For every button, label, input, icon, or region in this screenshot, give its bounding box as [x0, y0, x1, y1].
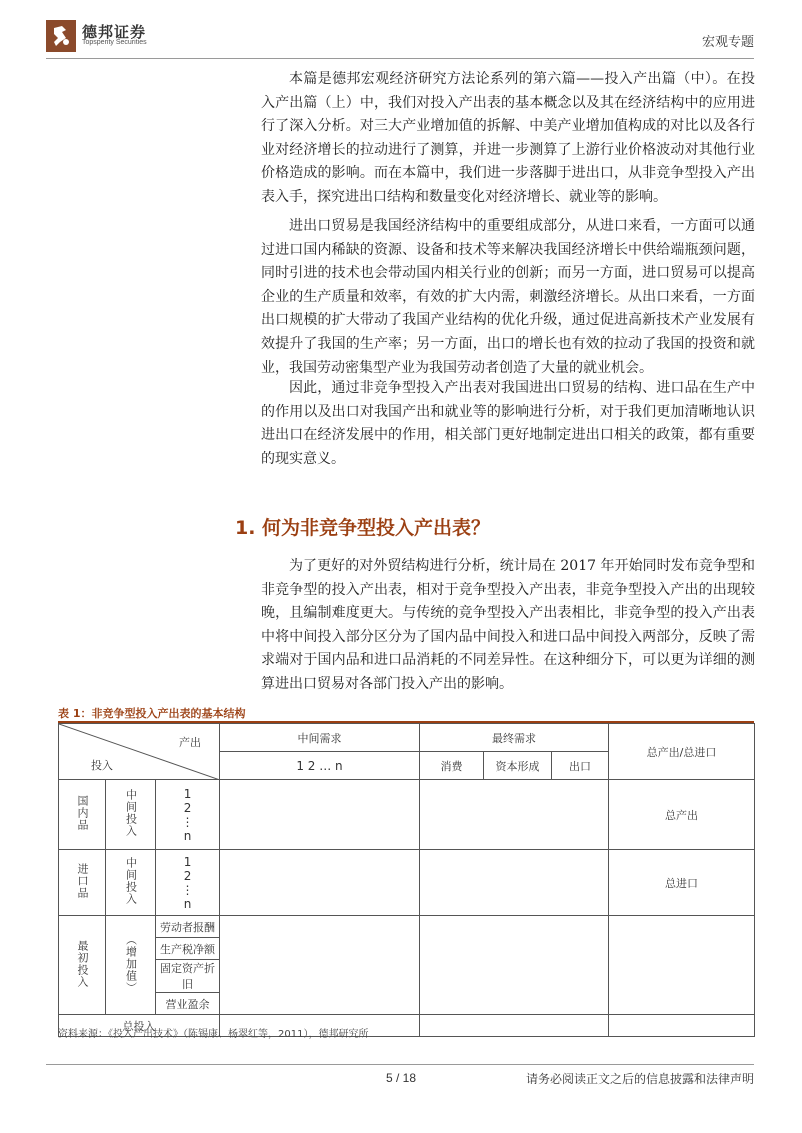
footer-disclaimer: 请务必阅读正文之后的信息披露和法律声明: [525, 1072, 754, 1086]
corner-diagonal: [59, 724, 220, 780]
row-domestic-total: 总产出: [609, 780, 755, 850]
header-consumption: 消费: [420, 752, 484, 780]
corner-input-label: 投入: [91, 759, 113, 772]
table-cell: [609, 916, 755, 1015]
table-cell: [220, 780, 420, 850]
logo-company-name-en: Topsperity Securities: [82, 39, 147, 46]
intro-paragraph-3: [261, 377, 755, 471]
primary-item-surplus: 营业盈余: [156, 993, 220, 1015]
header-export: 出口: [552, 752, 609, 780]
table-cell: [220, 850, 420, 916]
row-domestic-sublabel: 中间投入: [106, 780, 156, 850]
row-import-sublabel: 中间投入: [106, 850, 156, 916]
report-type-label: 宏观专题: [701, 35, 754, 50]
table-cell: [420, 916, 609, 1015]
primary-item-depreciation: 固定资产折旧: [156, 960, 220, 993]
row-import-label: 进口品: [59, 850, 106, 916]
header-capital-formation: 资本形成: [484, 752, 552, 780]
row-import-sectors: 1 2 ⋮ n: [156, 850, 220, 916]
table-cell: [609, 1015, 755, 1037]
primary-item-compensation: 劳动者报酬: [156, 916, 220, 938]
table-corner-cell: [59, 724, 220, 780]
table-source-note: 资料来源：《投入产出技术》（陈锡康、杨翠红等，2011），德邦研究所: [58, 1029, 369, 1040]
section-paragraph: [261, 555, 755, 697]
header-divider: [46, 58, 754, 59]
footer-divider: [46, 1064, 754, 1065]
table-cell: [420, 780, 609, 850]
table-cell: [420, 1015, 609, 1037]
input-output-table: [58, 723, 755, 1037]
company-logo-icon: [46, 20, 76, 52]
primary-item-net-tax: 生产税净额: [156, 938, 220, 960]
row-domestic-sectors: 1 2 ⋮ n: [156, 780, 220, 850]
table-cell: [420, 850, 609, 916]
row-primary-label: 最初投入: [59, 916, 106, 1015]
corner-output-label: 产出: [179, 736, 202, 749]
table-cell: [220, 916, 420, 1015]
intro-paragraph-2: [261, 215, 755, 380]
header-total: 总产出/总进口: [609, 724, 755, 780]
paragraph-text: 进出口贸易是我国经济结构中的重要组成部分，从进口来看，一方面可以通过进口国内稀缺的资源、设备和技术等来解决我国经济增长中供给端瓶颈问题，同时引进的技术也会带动国内相关行业的创新；而另一方面，进口贸易可以提高企业的生产质量和效率，有效的扩大内需，刺激经济增长。从出口来看，一方面出口规模的扩大带动了我国产业结构的优化升级，通过促进高新技术产业发展有效提升了我国的生产率；另一方面，出口的增长也有效的拉动了我国的投资和就业，我国劳动密集型产业为我国劳动者创造了大量的就业机会。: [261, 218, 755, 376]
header-final-demand: 最终需求: [420, 724, 609, 752]
row-domestic-label: 国内品: [59, 780, 106, 850]
section-heading: 1. 何为非竞争型投入产出表？: [235, 517, 491, 539]
row-primary-sublabel: （增加值）: [106, 916, 156, 1015]
logo-company-name: 德邦证券: [82, 23, 147, 41]
header-intermediate-demand: 中间需求: [220, 724, 420, 752]
row-import-total: 总进口: [609, 850, 755, 916]
header-sector-range: 1 2 … n: [220, 752, 420, 780]
paragraph-text: 本篇是德邦宏观经济研究方法论系列的第六篇——投入产出篇（中）。在投入产出篇（上）中，我们对投入产出表的基本概念以及其在经济结构中的应用进行了深入分析。对三大产业增加值的拆解、中美产业增加值构成的对比以及各行业对经济增长的拉动进行了测算，并进一步测算了上游行业价格波动对其他行业价格造成的影响。而在本篇中，我们进一步落脚于进出口，从非竞争型投入产出表入手，探究进出口结构和数量变化对经济增长、就业等的影响。: [261, 71, 755, 205]
table-caption: 表 1：非竞争型投入产出表的基本结构: [58, 707, 246, 720]
paragraph-text: 为了更好的对外贸结构进行分析，统计局在 2017 年开始同时发布竞争型和非竞争型的投入产出表，相对于竞争型投入产出表，非竞争型投入产出的出现较晚，且编制难度更大。与传统的竞争型投入产出表相比，非竞争型的投入产出表中将中间投入部分区分为了国内品中间投入和进口品中间投入两部分，反映了需求端对于国内品和进口品消耗的不同差异性。在这种细分下，可以更为详细的测算进出口贸易对各部门投入产出的影响。: [261, 558, 755, 692]
page-number: 5 / 18: [386, 1071, 417, 1085]
intro-paragraph-1: [261, 68, 755, 210]
row-total-input-label: 总投入: [59, 1015, 220, 1037]
paragraph-text: 因此，通过非竞争型投入产出表对我国进出口贸易的结构、进口品在生产中的作用以及出口对我国产出和就业等的影响进行分析，对于我们更加清晰地认识进出口在经济发展中的作用，相关部门更好地制定进出口相关的政策，都有重要的现实意义。: [261, 380, 755, 467]
